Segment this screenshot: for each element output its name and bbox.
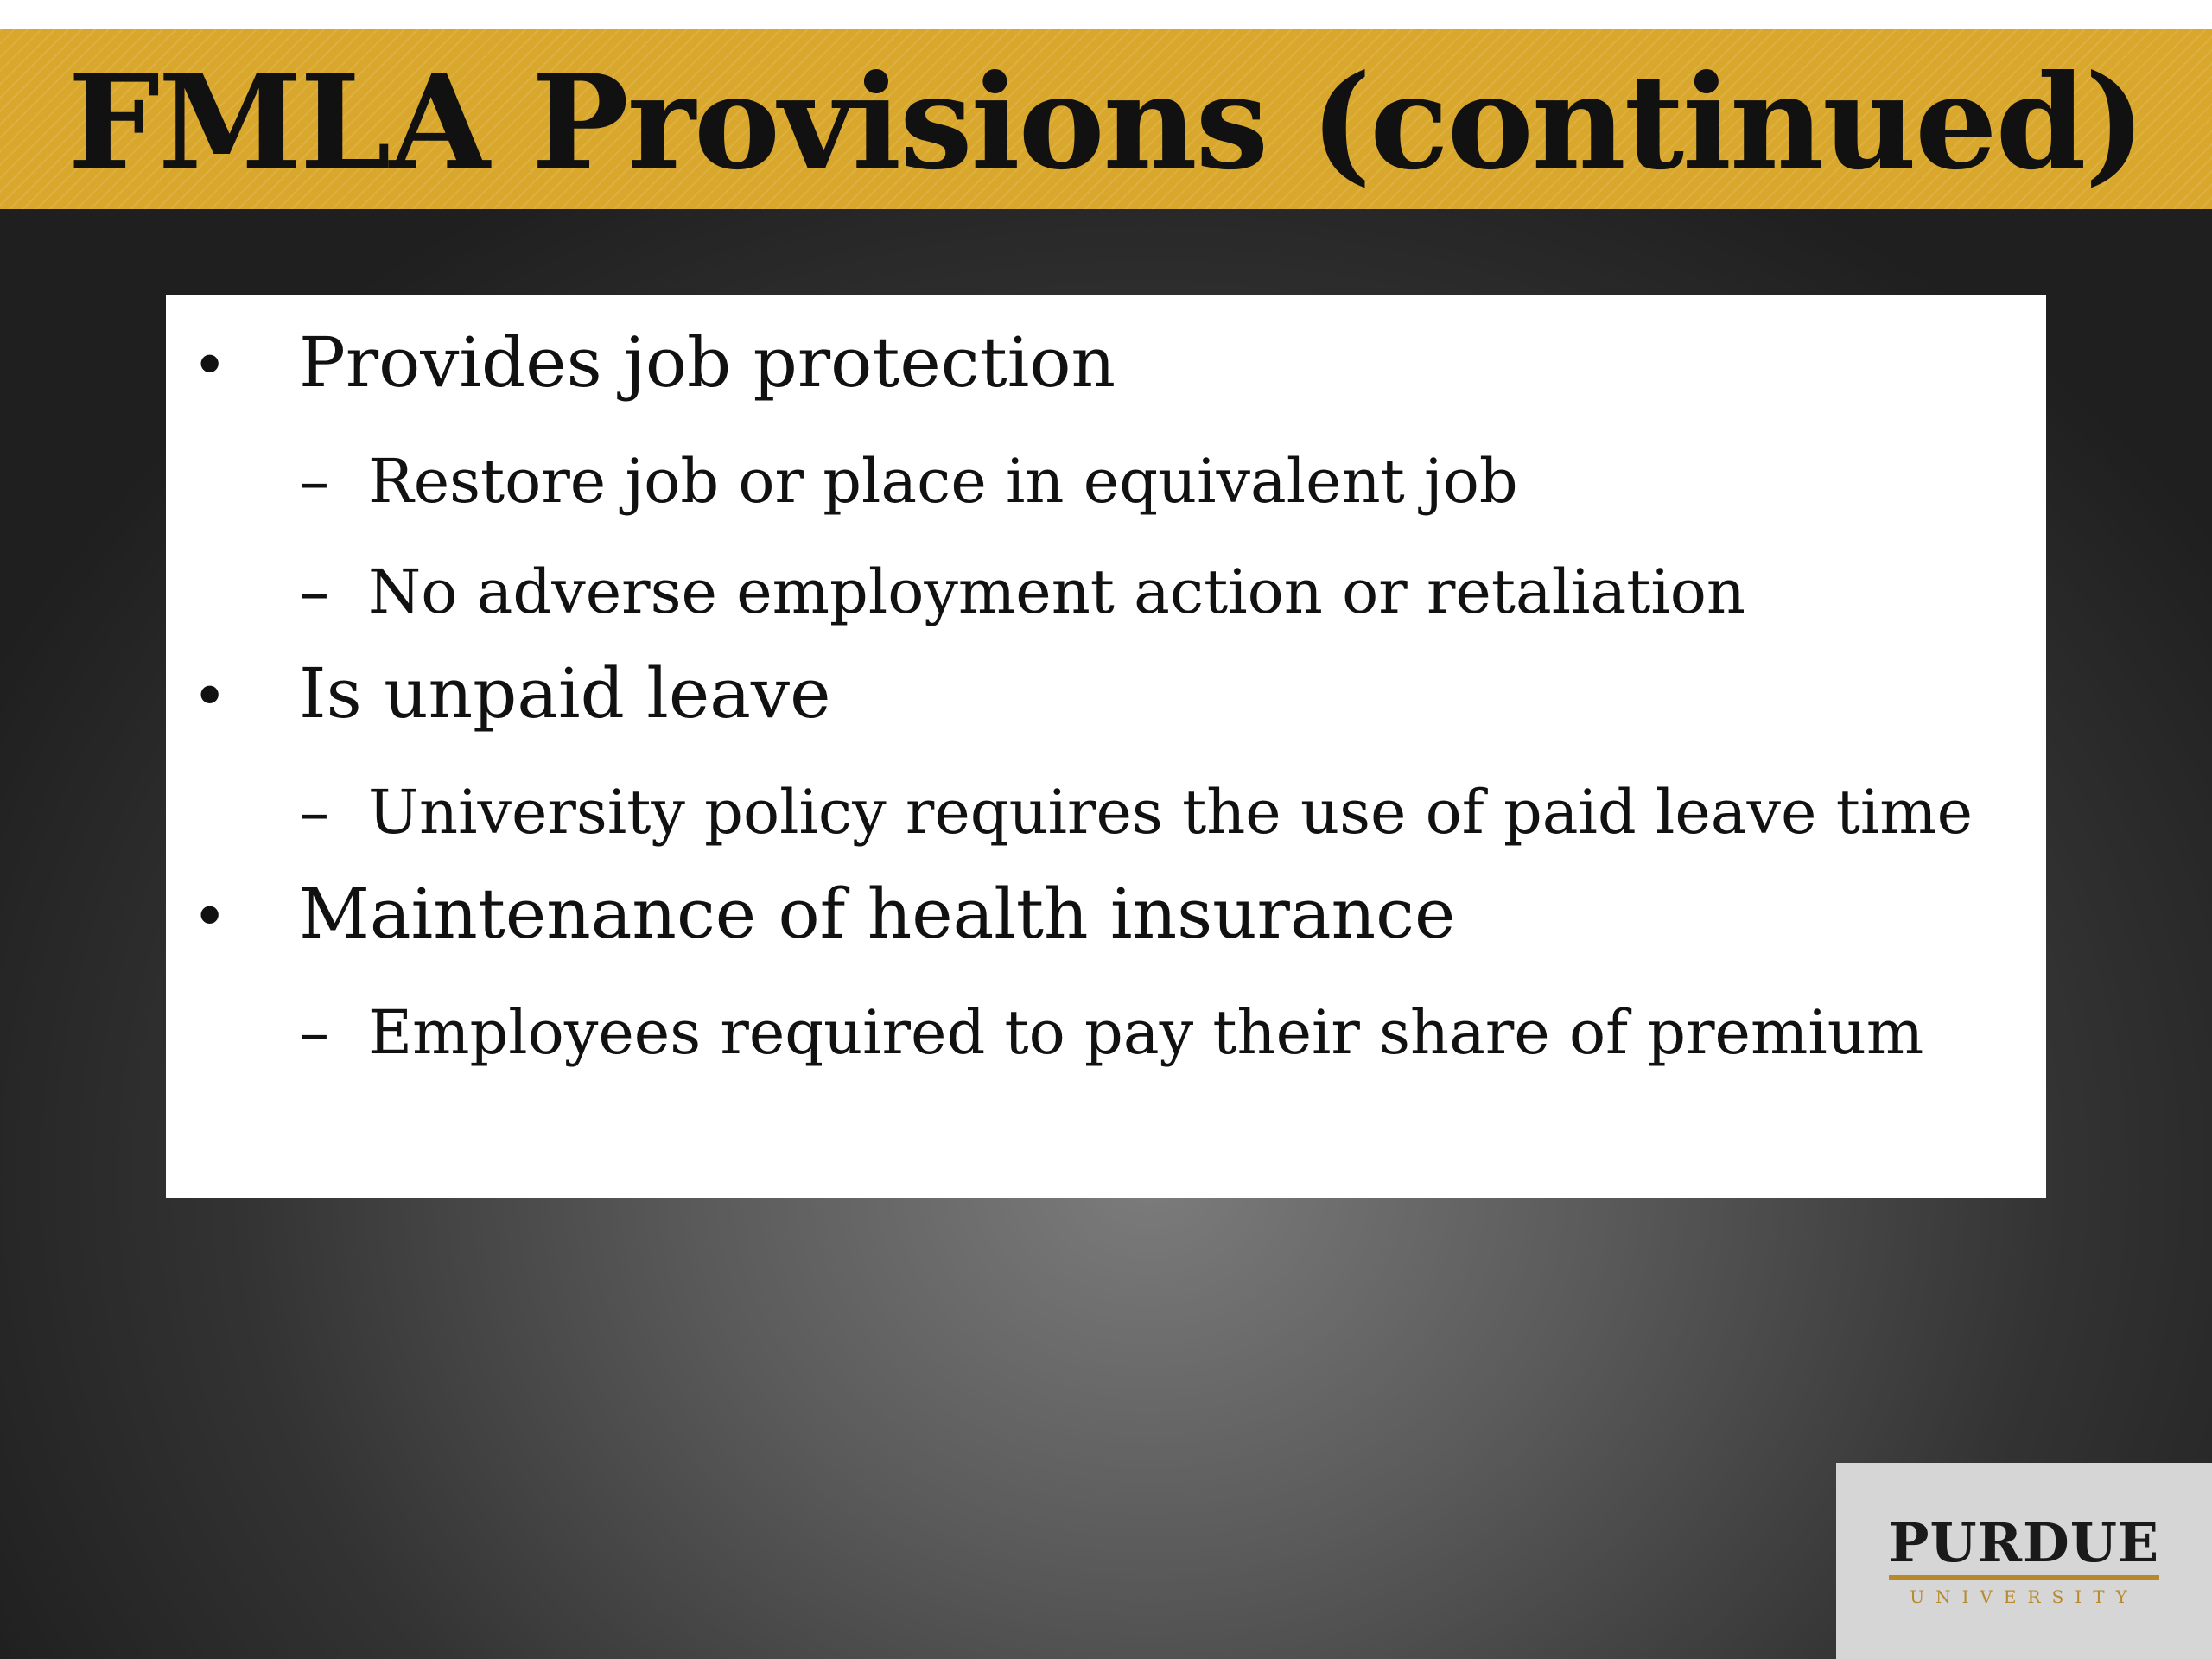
logo-wordmark: PURDUE xyxy=(1889,1516,2159,1580)
sub-bullet-text: Restore job or place in equivalent job xyxy=(368,446,1518,517)
bullet-item xyxy=(166,312,2020,416)
sub-bullet-text: University policy requires the use of paid leave time xyxy=(368,777,1974,848)
purdue-logo xyxy=(1836,1463,2212,1659)
sub-bullet-item xyxy=(299,766,2020,858)
sub-bullet-marker: – xyxy=(299,446,329,517)
bullet-text: Provides job protection xyxy=(299,322,1116,403)
sub-bullet-marker: – xyxy=(299,997,329,1068)
sub-bullet-marker: – xyxy=(299,777,329,848)
bullet-item xyxy=(166,643,2020,747)
sub-bullet-text: No adverse employment action or retaliation xyxy=(368,556,1745,627)
bullet-marker: • xyxy=(192,330,228,401)
bullet-text: Is unpaid leave xyxy=(299,653,831,734)
bullet-item xyxy=(166,863,2020,968)
title-band xyxy=(0,29,2212,209)
sub-bullet-text: Employees required to pay their share of premium xyxy=(368,997,1924,1068)
slide-title: FMLA Provisions (continued) xyxy=(67,47,2145,199)
sub-bullet-item xyxy=(299,987,2020,1078)
bullet-text: Maintenance of health insurance xyxy=(299,874,1456,954)
bullet-marker: • xyxy=(192,881,228,952)
logo-subtitle: UNIVERSITY xyxy=(1910,1586,2139,1607)
top-strip xyxy=(0,0,2212,29)
bullet-marker: • xyxy=(192,661,228,732)
content-box xyxy=(166,295,2046,1198)
sub-bullet-marker: – xyxy=(299,556,329,627)
sub-bullet-item xyxy=(299,435,2020,527)
sub-bullet-item xyxy=(299,546,2020,638)
